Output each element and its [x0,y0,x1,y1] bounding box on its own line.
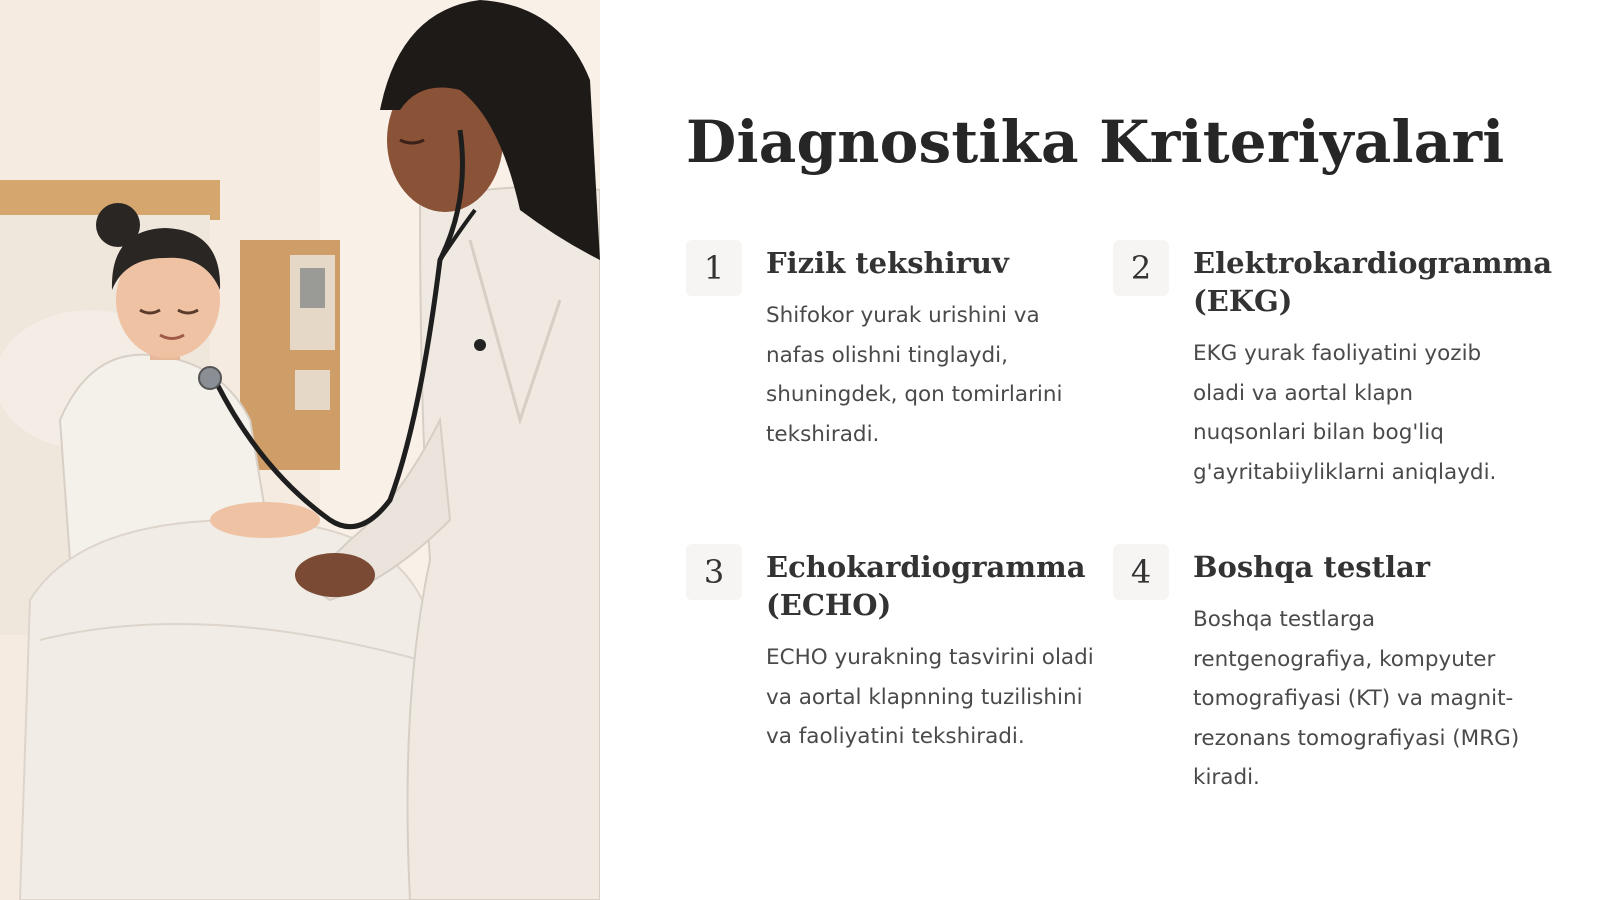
criterion-description: Shifokor yurak urishini va nafas olishni tinglaydi, shuningdek, qon tomirlarini tekshiradi. [766,303,1063,447]
criterion-heading: Fizik tekshiruv [766,246,1009,280]
stethoscope-exam-illustration [0,0,600,900]
criterion-number: 3 [686,544,742,600]
criterion-number: 4 [1113,544,1169,600]
criterion-description: Boshqa testlarga rentgenografiya, kompyuter tomografiyasi (KT) va magnit-rezonans tomografiyasi (MRG) kiradi. [1193,607,1520,790]
criterion-number: 2 [1113,240,1169,296]
content-panel [600,0,1600,900]
criterion-heading: Elektrokardiogramma (EKG) [1193,246,1552,318]
page-title: Diagnostika Kriteriyalari [686,108,1505,176]
criterion-heading: Echokardiogramma (ECHO) [766,550,1086,622]
criterion-description: EKG yurak faoliyatini yozib oladi va aortal klapn nuqsonlari bilan bog'liq g'ayritabiiyliklarni aniqlaydi. [1193,341,1497,485]
criterion-description: ECHO yurakning tasvirini oladi va aortal klapnning tuzilishini va faoliyatini tekshiradi. [766,645,1094,749]
criterion-heading: Boshqa testlar [1193,550,1431,584]
criterion-number: 1 [686,240,742,296]
doctor-patient-illustration [0,0,600,900]
